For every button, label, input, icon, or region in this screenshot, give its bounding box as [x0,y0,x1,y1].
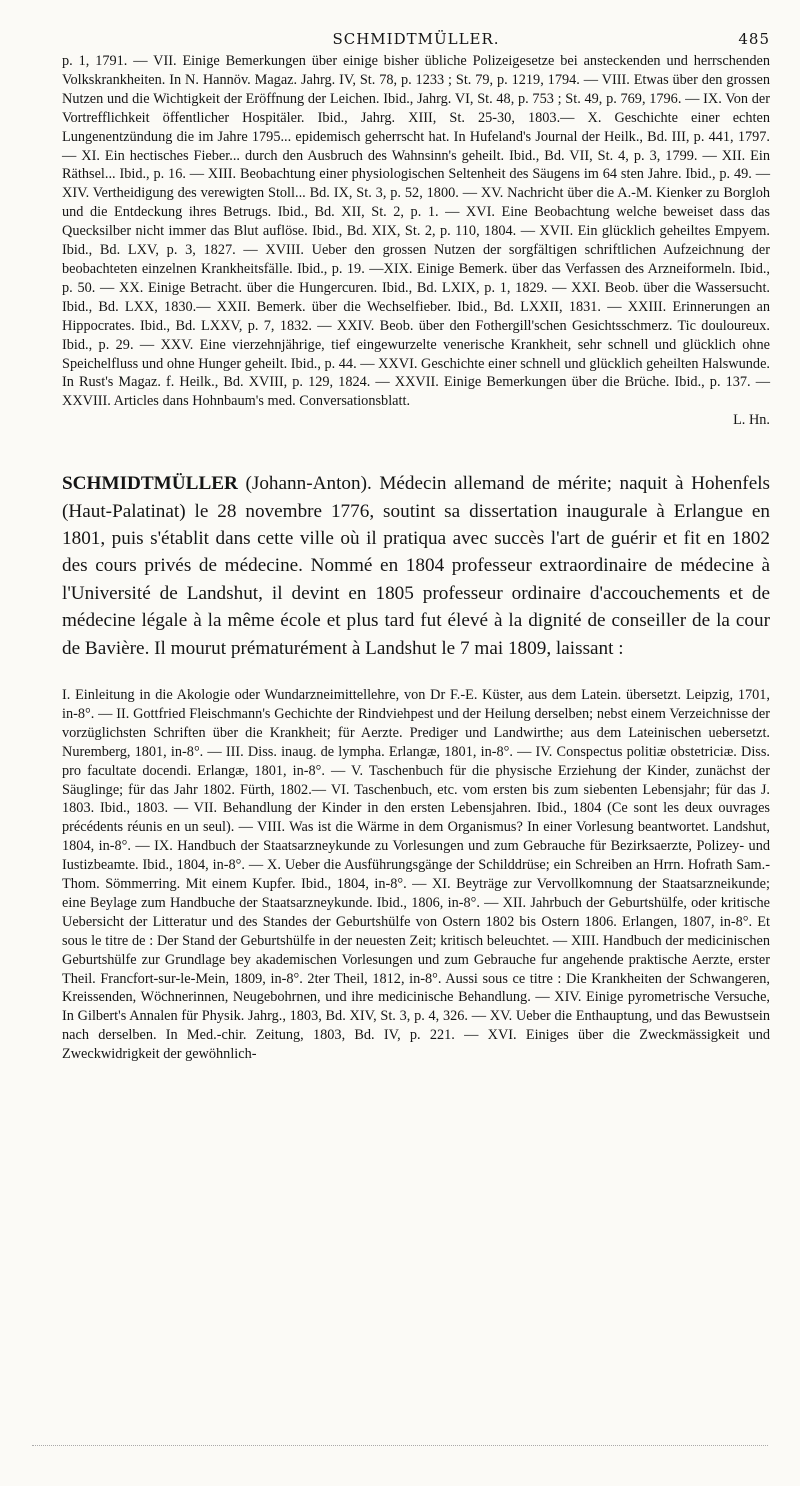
page-number: 485 [738,30,770,48]
entry-paragraph [62,470,770,662]
dictionary-page [62,30,770,1064]
previous-entry-bibliography: p. 1, 1791. — VII. Einige Bemerkungen über einige bisher übliche Polizeigesetze bei ansteckenden und herrschenden Volkskrankheiten. In N. Hannöv. Magaz. Jahrg. IV, St. 78, p. 1233 ; St. 79, p. 1219, 1794. — VIII. Etwas über den grossen Nutzen und die Wichtigkeit der Eröffnung der Leichen. Ibid., Jahrg. VI, St. 48, p. 753 ; St. 49, p. 769, 1796. — IX. Von der Vortrefflichkeit öffentlicher Hospitäler. Ibid., Jahrg. XIII, St. 25-30, 1803.— X. Geschichte einer echten Lungenentzündung die im Jahre 1795... epidemisch geherrscht hat. In Hufeland's Journal der Heilk., Bd. III, p. 441, 1797. — XI. Ein hectisches Fieber... durch den Ausbruch des Wahnsinn's geheilt. Ibid., Bd. VII, St. 4, p. 3, 1799. — XII. Ein Räthsel... Ibid., p. 16. — XIII. Beobachtung einer physiologischen Seltenheit des Säugens im 64 sten Jahre. Ibid., p. 49. — XIV. Vertheidigung des verewigten Stoll... Bd. IX, St. 3, p. 52, 1800. — XV. Nachricht über die A.-M. Kienker zu Borgloh und die Entdeckung ihres Betrugs. Ibid., Bd. XII, St. 2, p. 1. — XVI. Eine Beobachtung welche beweiset dass das Quecksilber nicht immer das Blut auflöse. Ibid., Bd. XIX, St. 2, p. 110, 1804. — XVII. Ein glücklich geheiltes Empyem. Ibid., Bd. LXV, p. 3, 1827. — XVIII. Ueber den grossen Nutzen der sorgfältigen schriftlichen Aufzeichnung der beobachteten einzelnen Krankheitsfälle. Ibid., p. 19. —XIX. Einige Bemerk. über das Verfassen des Arzneiformeln. Ibid., p. 50. — XX. Einige Betracht. über die Hungercuren. Ibid., Bd. LXIX, p. 1, 1829. — XXI. Beob. über die Wassersucht. Ibid., Bd. LXX, 1830.— XXII. Bemerk. über die Wechselfieber. Ibid., Bd. LXXII, 1831. — XXIII. Erinnerungen an Hippocrates. Ibid., Bd. LXXV, p. 7, 1832. — XXIV. Beob. über den Fothergill'schen Gesichtsschmerz. Tic douloureux. Ibid., p. 29. — XXV. Eine vierzehnjährige, tief eingewurzelte venerische Krankheit, sehr schnell und glücklich ohne Speichelfluss und ohne Hunger geheilt. Ibid., p. 44. — XXVI. Geschichte einer schnell und glücklich geheilten Halswunde. In Rust's Magaz. f. Heilk., Bd. XVIII, p. 129, 1824. — XXVII. Einige Bemerkungen über die Brüche. Ibid., p. 137. — XXVIII. Articles dans Hohnbaum's med. Conversationsblatt. [62,53,770,410]
footer-rule [32,1445,768,1446]
works-list: I. Einleitung in die Akologie oder Wundarzneimittellehre, von Dr F.-E. Küster, aus dem Latein. übersetzt. Leipzig, 1701, in-8°. — II. Gottfried Fleischmann's Gechichte der Rindviehpest und der Heilung derselben; nebst einem Verzeichnisse der vorzüglichsten Schriften über die Krankheit; für Aerzte. Prediger und Landwirthe; aus dem Lateinischen uebersetzt. Nuremberg, 1801, in-8°. — III. Diss. inaug. de lympha. Erlangæ, 1801, in-8°. — IV. Conspectus politiæ obstetriciæ. Diss. pro facultate docendi. Erlangæ, 1801, in-8°. — V. Taschenbuch für die physische Erziehung der Kinder, zunächst der Säuglinge; für das Jahr 1802. Fürth, 1802.— VI. Taschenbuch, etc. vom ersten bis zum siebenten Lebensjahr; für das J. 1803. Ibid., 1803. — VII. Behandlung der Kinder in den ersten Lebensjahren. Ibid., 1804 (Ce sont les deux ouvrages précédents réunis en un seul). — VIII. Was ist die Wärme in dem Organismus? In einer Vorlesung beantwortet. Landshut, 1804, in-8°. — IX. Handbuch der Staatsarzneykunde zu Vorlesungen und zum Gebrauche für Bezirksaerzte, Polizey- und Iustizbeamte. Ibid., 1804, in-8°. — X. Ueber die Ausführungsgänge der Schilddrüse; ein Schreiben an Hrrn. Hofrath Sam.-Thom. Sömmerring. Mit einem Kupfer. Ibid., 1804, in-8°. — XI. Beyträge zur Vervollkomnung der Staatsarzneikunde; eine Beylage zum Handbuche der Staatsarzneykunde. Ibid., 1806, in-8°. — XII. Jahrbuch der Geburtshülfe, oder kritische Uebersicht der Litteratur und des Standes der Geburtshülfe von Ostern 1802 bis Ostern 1806. Erlangen, 1807, in-8°. Et sous le titre de : Der Stand der Geburtshülfe in der neuesten Zeit; kritisch beleuchtet. — XIII. Handbuch der medicinischen Geburtshülfe zur Grundlage bey akademischen Vorlesungen und zum Gebrauche fur angehende praktische Aerzte, erster Theil. Francfort-sur-le-Mein, 1809, in-8°. 2ter Theil, 1812, in-8°. Aussi sous ce titre : Die Krankheiten der Schwangeren, Kreissenden, Wöchnerinnen, Neugebohrnen, und ihre medicinische Behandlung. — XIV. Einige pyrometrische Versuche, In Gilbert's Annalen für Physik. Jahrg., 1803, Bd. XIV, St. 3, p. 4, 326. — XV. Ueber die Enthauptung, und das Bewustsein nach derselben. In Med.-chir. Zeitung, 1803, Bd. IV, p. 221. — XVI. Einiges über die Zweckmässigkeit und Zweckwidrigkeit der gewöhnlich- [62,686,770,1063]
running-title: SCHMIDTMÜLLER. [332,30,500,48]
author-signature: L. Hn. [733,412,770,429]
entry-headword: SCHMIDTMÜLLER [62,473,238,495]
entry-forename: (Johann-Anton). [245,473,372,495]
running-header [62,30,770,52]
entry-biography: Médecin allemand de mérite; naquit à Hohenfels (Haut-Palatinat) le 28 novembre 1776, soutint sa dissertation inaugurale à Erlangue en 1801, puis s'établit dans cette ville où il pratiqua avec succès l'art de guérir et fit en 1802 des cours privés de médecine. Nommé en 1804 professeur extraordinaire de médecine à l'Université de Landshut, il devint en 1805 professeur ordinaire d'accouchements et de médecine légale à la même école et plus tard fut élevé à la dignité de conseiller de la cour de Bavière. Il mourut prématurément à Landshut le 7 mai 1809, laissant : [62,473,771,659]
